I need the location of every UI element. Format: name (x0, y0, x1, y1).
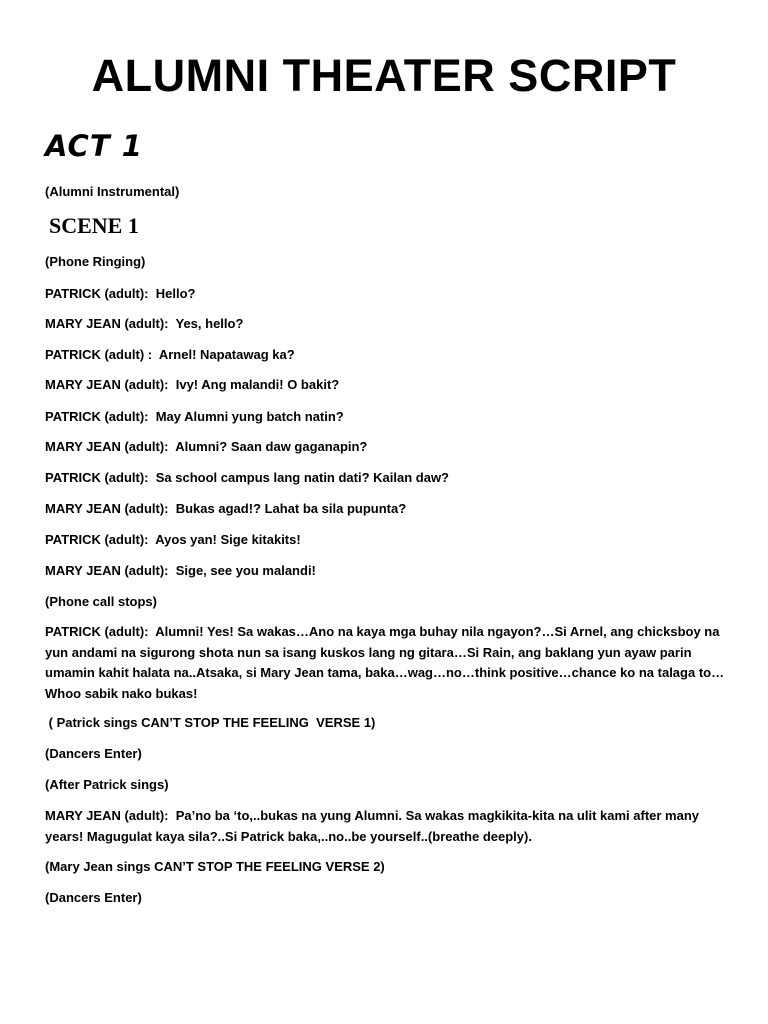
script-line: PATRICK (adult): Ayos yan! Sige kitakits! (45, 532, 301, 547)
script-line: (Phone Ringing) (45, 254, 146, 269)
script-line: PATRICK (adult): Hello? (45, 286, 196, 301)
act-heading: ACT 1 (45, 129, 143, 163)
script-line: MARY JEAN (adult): Yes, hello? (45, 316, 244, 331)
script-line: MARY JEAN (adult): Bukas agad!? Lahat ba sila pupunta? (45, 501, 407, 516)
script-line: (Mary Jean sings CAN’T STOP THE FEELING VERSE 2) (45, 859, 385, 874)
script-line: (Dancers Enter) (45, 746, 142, 761)
script-line: (After Patrick sings) (45, 777, 169, 792)
script-paragraph: MARY JEAN (adult): Pa’no ba ‘to,..bukas na yung Alumni. Sa wakas magkikita-kita na ulit kami after many years! Magugulat kaya sila?..Si Patrick baka,..no..be yourself..(breathe deeply). (45, 808, 703, 844)
document-title: ALUMNI THEATER SCRIPT (91, 50, 677, 101)
script-line: (Dancers Enter) (45, 890, 142, 905)
script-line: ( Patrick sings CAN’T STOP THE FEELING VERSE 1) (45, 715, 376, 730)
script-line: (Phone call stops) (45, 594, 157, 609)
script-line: MARY JEAN (adult): Sige, see you malandi! (45, 563, 316, 578)
script-line: PATRICK (adult): May Alumni yung batch natin? (45, 409, 344, 424)
script-line: PATRICK (adult): Sa school campus lang natin dati? Kailan daw? (45, 470, 449, 485)
script-line: MARY JEAN (adult): Alumni? Saan daw gaganapin? (45, 439, 368, 454)
script-paragraph: PATRICK (adult): Alumni! Yes! Sa wakas…Ano na kaya mga buhay nila ngayon?…Si Arnel, ang chicksboy na yun andami na sigurong shota nun sa isang kuskos lang ng gitara…Si Rain, ang baklang yun ayaw parin umamin kahit halata na..Atsaka, si Mary Jean tama, baka…wag…no…think positive…chance ko na talaga to…Whoo sabik nako bukas! (45, 624, 725, 701)
scene-heading: SCENE 1 (49, 213, 139, 238)
act-note: (Alumni Instrumental) (45, 184, 180, 199)
script-line: MARY JEAN (adult): Ivy! Ang malandi! O bakit? (45, 377, 340, 392)
script-line: PATRICK (adult) : Arnel! Napatawag ka? (45, 347, 295, 362)
